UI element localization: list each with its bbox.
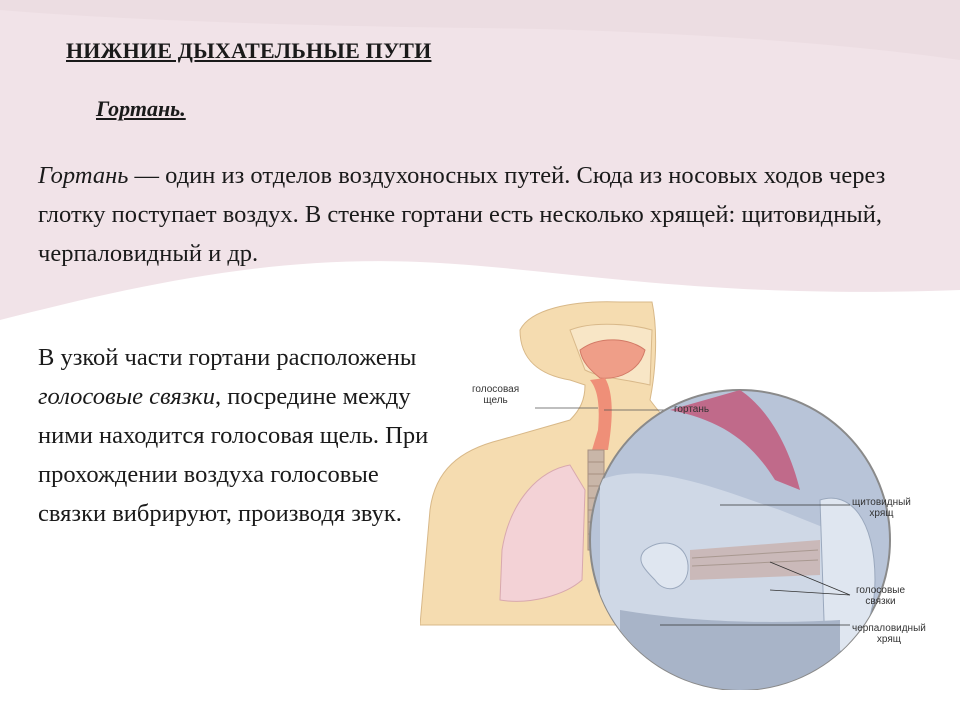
label-thyroid-cartilage	[852, 497, 911, 519]
term-larynx: Гортань	[38, 162, 129, 189]
label-thyroid-line2: хрящ	[869, 508, 894, 519]
section-subtitle: Гортань.	[96, 96, 186, 121]
vocal-text-after: , посредине между ними находится голосовая щель. При прохождении воздуха голосовые связки вибрируют, производя звук.	[38, 383, 429, 527]
label-glottis	[472, 384, 519, 406]
larynx-illustration	[420, 290, 960, 690]
label-glottis-line2: щель	[483, 395, 508, 406]
label-vocal-line2: связки	[865, 596, 896, 607]
intro-text: — один из отделов воздухоносных путей. Сюда из носовых ходов через глотку поступает воздух. В стенке гортани есть несколько хрящей: щитовидный, черпаловидный и др.	[38, 162, 886, 267]
intro-paragraph	[38, 156, 918, 273]
vocal-cords-paragraph	[38, 338, 438, 533]
label-arytenoid-line1: черпаловидный	[852, 623, 926, 634]
label-larynx-text: гортань	[674, 404, 710, 415]
label-larynx	[674, 404, 709, 415]
vocal-text-before: В узкой части гортани расположены	[38, 344, 417, 371]
page-title: НИЖНИЕ ДЫХАТЕЛЬНЫЕ ПУТИ	[66, 38, 432, 63]
term-vocal-cords: голосовые связки	[38, 383, 216, 410]
label-thyroid-line1: щитовидный	[852, 497, 911, 508]
label-arytenoid-line2: хрящ	[876, 634, 901, 645]
label-vocal-cords	[856, 585, 905, 607]
label-glottis-line1: голосовая	[472, 384, 520, 395]
label-vocal-line1: голосовые	[856, 585, 906, 596]
label-arytenoid-cartilage	[852, 623, 926, 645]
